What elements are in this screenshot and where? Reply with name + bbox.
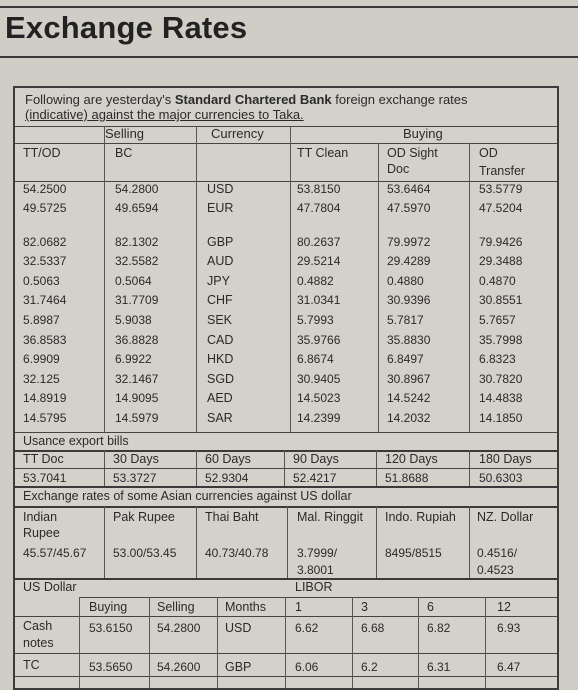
usd-buying: 53.5650 <box>89 660 133 674</box>
bank-name: Standard Chartered Bank <box>174 92 332 107</box>
top-rule <box>0 6 578 8</box>
asian-vsep <box>287 506 288 578</box>
vsep-2 <box>196 126 197 432</box>
asian-header: Thai Baht <box>205 510 259 524</box>
asian-value: 8495/8515 <box>385 546 442 560</box>
usance-value: 52.4217 <box>293 471 337 485</box>
rate-cell: 47.5204 <box>479 201 523 215</box>
rate-cell: 31.7709 <box>115 293 159 307</box>
rate-cell: 79.9972 <box>387 235 431 249</box>
intro-line2: against the major currencies to Taka. <box>87 107 304 122</box>
rate-cell: 32.125 <box>23 372 60 386</box>
rate-cell: 79.9426 <box>479 235 523 249</box>
rate-cell: CHF <box>207 293 233 307</box>
rate-cell: 14.2032 <box>387 411 431 425</box>
rate-cell: 0.4880 <box>387 274 424 288</box>
rate-cell: 14.8919 <box>23 391 67 405</box>
libor-header: 6 <box>427 600 434 614</box>
rate-cell: 36.8828 <box>115 333 159 347</box>
asian-header: NZ. Dollar <box>477 510 534 524</box>
libor-cell: USD <box>225 621 252 635</box>
libor-cell: 6.06 <box>295 660 319 674</box>
usance-header: 180 Days <box>479 452 532 466</box>
rate-cell: 6.9909 <box>23 352 60 366</box>
asian-label: Exchange rates of some Asian currencies against US dollar <box>23 489 352 503</box>
rate-cell: 82.0682 <box>23 235 67 249</box>
libor-header: 1 <box>295 600 302 614</box>
vsep-5 <box>469 143 470 432</box>
rate-cell: CAD <box>207 333 234 347</box>
usd-bottom-rule <box>15 676 557 677</box>
asian-vsep <box>376 506 377 578</box>
currency-label: Currency <box>211 126 264 141</box>
rate-cell: 0.5064 <box>115 274 152 288</box>
rate-cell: 6.9922 <box>115 352 152 366</box>
libor-cell: GBP <box>225 660 252 674</box>
asian-bottom-rule <box>15 578 557 580</box>
rate-cell: 14.5979 <box>115 411 159 425</box>
rate-cell: USD <box>207 182 234 196</box>
rate-cell: 35.8830 <box>387 333 431 347</box>
rate-cell: 29.5214 <box>297 254 341 268</box>
asian-vsep <box>196 506 197 578</box>
rate-cell: 0.4870 <box>479 274 516 288</box>
usd-buying: 53.6150 <box>89 621 133 635</box>
rate-cell: 5.7817 <box>387 313 424 327</box>
usd-vsep <box>418 597 419 688</box>
asian-header: Indo. Rupiah <box>385 510 456 524</box>
rate-cell: GBP <box>207 235 234 249</box>
asian-value: 45.57/45.67 <box>23 546 87 560</box>
col-header-od: OD <box>479 146 498 160</box>
usance-value: 53.3727 <box>113 471 157 485</box>
asian-value-2: 0.4523 <box>477 563 514 577</box>
rate-cell: 53.6464 <box>387 182 431 196</box>
usance-mid-rule <box>15 468 557 469</box>
asian-vsep <box>104 506 105 578</box>
usance-rule <box>15 450 557 452</box>
asian-header-2: Rupee <box>23 526 60 540</box>
rate-cell: 53.8150 <box>297 182 341 196</box>
rate-cell: 14.1850 <box>479 411 523 425</box>
rate-cell: 29.3488 <box>479 254 523 268</box>
usd-row-label: Cash <box>23 619 53 633</box>
usd-header-buying: Buying <box>89 600 128 614</box>
rate-cell: SEK <box>207 313 233 327</box>
vsep-1 <box>104 126 105 432</box>
usance-value: 50.6303 <box>479 471 523 485</box>
rate-cell: 6.8323 <box>479 352 516 366</box>
usance-header: 90 Days <box>293 452 339 466</box>
rate-cell: 32.1467 <box>115 372 159 386</box>
rate-cell: 6.8497 <box>387 352 424 366</box>
libor-cell: 6.2 <box>361 660 378 674</box>
col-header-bc: BC <box>115 146 133 160</box>
rate-cell: 14.2399 <box>297 411 341 425</box>
rate-cell: 32.5337 <box>23 254 67 268</box>
asian-value: 3.7999/ <box>297 546 338 560</box>
rate-cell: 5.9038 <box>115 313 152 327</box>
subheader-rule <box>15 143 557 144</box>
usd-row-rule-2 <box>15 653 557 654</box>
rate-cell: EUR <box>207 201 234 215</box>
asian-value: 53.00/53.45 <box>113 546 177 560</box>
usance-header: 60 Days <box>205 452 251 466</box>
buying-label: Buying <box>403 126 443 141</box>
rate-cell: 31.7464 <box>23 293 67 307</box>
rate-cell: 30.9405 <box>297 372 341 386</box>
asian-header: Mal. Ringgit <box>297 510 363 524</box>
usd-header-selling: Selling <box>157 600 195 614</box>
usd-row-label-2: notes <box>23 636 54 650</box>
rate-cell: 35.7998 <box>479 333 523 347</box>
rate-cell: 47.5970 <box>387 201 431 215</box>
asian-header: Pak Rupee <box>113 510 175 524</box>
asian-value-2: 3.8001 <box>297 563 334 577</box>
col-header-transfer: Transfer <box>479 164 526 178</box>
rate-cell: 31.0341 <box>297 293 341 307</box>
asian-value: 40.73/40.78 <box>205 546 269 560</box>
rate-cell: 0.4882 <box>297 274 334 288</box>
rate-cell: 49.5725 <box>23 201 67 215</box>
rate-cell: SAR <box>207 411 233 425</box>
rate-cell: 49.6594 <box>115 201 159 215</box>
vsep-4 <box>378 143 379 432</box>
col-header-ttod: TT/OD <box>23 146 61 160</box>
usd-vsep <box>217 597 218 688</box>
usd-selling: 54.2600 <box>157 660 201 674</box>
selling-label: Selling <box>105 126 145 141</box>
rate-cell: SGD <box>207 372 235 386</box>
rate-cell: 30.7820 <box>479 372 523 386</box>
usd-vsep <box>79 597 80 688</box>
rate-cell: 54.2800 <box>115 182 159 196</box>
usance-value: 51.8688 <box>385 471 429 485</box>
rate-cell: AED <box>207 391 233 405</box>
vsep-3 <box>290 126 291 432</box>
title-rule <box>0 56 578 58</box>
rate-cell: 5.7993 <box>297 313 334 327</box>
libor-label: LIBOR <box>295 580 333 594</box>
rate-cell: 54.2500 <box>23 182 67 196</box>
rate-cell: 30.9396 <box>387 293 431 307</box>
rate-cell: 36.8583 <box>23 333 67 347</box>
usance-label: Usance export bills <box>23 434 129 448</box>
rate-cell: JPY <box>207 274 230 288</box>
rate-cell: 29.4289 <box>387 254 431 268</box>
rate-cell: 14.4838 <box>479 391 523 405</box>
rate-cell: 5.8987 <box>23 313 60 327</box>
asian-value: 0.4516/ <box>477 546 518 560</box>
header-rule <box>15 126 557 127</box>
rate-cell: 14.5795 <box>23 411 67 425</box>
libor-header: 3 <box>361 600 368 614</box>
usance-value: 52.9304 <box>205 471 249 485</box>
usd-row-rule <box>15 616 557 617</box>
usance-bottom-rule <box>15 486 557 488</box>
rate-cell: AUD <box>207 254 234 268</box>
usd-vsep <box>352 597 353 688</box>
intro-after: foreign exchange rates <box>331 92 468 107</box>
rate-cell: 32.5582 <box>115 254 159 268</box>
rate-cell: 47.7804 <box>297 201 341 215</box>
rate-cell: 14.5023 <box>297 391 341 405</box>
usd-vsep <box>149 597 150 688</box>
rates-table-box <box>13 86 559 690</box>
rate-cell: 30.8967 <box>387 372 431 386</box>
usance-header: 30 Days <box>113 452 159 466</box>
usd-selling: 54.2800 <box>157 621 201 635</box>
usd-label: US Dollar <box>23 580 77 594</box>
main-bottom-rule <box>15 432 557 433</box>
usance-value: 53.7041 <box>23 471 67 485</box>
intro-text <box>25 92 545 122</box>
rate-cell: 53.5779 <box>479 182 523 196</box>
usd-vsep <box>485 597 486 688</box>
rate-cell: 14.9095 <box>115 391 159 405</box>
usd-vsep <box>285 597 286 688</box>
libor-cell: 6.82 <box>427 621 451 635</box>
usd-row-label: TC <box>23 658 40 672</box>
col-header-odsight-2: Doc <box>387 162 410 176</box>
rate-cell: 5.7657 <box>479 313 516 327</box>
libor-header: 12 <box>497 600 511 614</box>
rate-cell: 14.5242 <box>387 391 431 405</box>
rows-top-rule <box>15 181 557 182</box>
rate-cell: 30.8551 <box>479 293 523 307</box>
rate-cell: 6.8674 <box>297 352 334 366</box>
rate-cell: HKD <box>207 352 234 366</box>
rate-cell: 82.1302 <box>115 235 159 249</box>
col-header-odsight: OD Sight <box>387 146 438 160</box>
libor-cell: 6.62 <box>295 621 319 635</box>
intro-indicative: (indicative) <box>25 107 88 122</box>
libor-cell: 6.47 <box>497 660 521 674</box>
libor-cell: 6.31 <box>427 660 451 674</box>
usance-header: 120 Days <box>385 452 438 466</box>
libor-cell: 6.93 <box>497 621 521 635</box>
page-title: Exchange Rates <box>5 10 248 45</box>
rate-cell: 0.5063 <box>23 274 60 288</box>
asian-header: Indian <box>23 510 58 524</box>
libor-header: Months <box>225 600 266 614</box>
rate-cell: 35.9766 <box>297 333 341 347</box>
asian-rule <box>15 506 557 508</box>
libor-cell: 6.68 <box>361 621 385 635</box>
rate-cell: 80.2637 <box>297 235 341 249</box>
usance-header: TT Doc <box>23 452 64 466</box>
col-header-ttclean: TT Clean <box>297 146 349 160</box>
intro-before: Following are yesterday's <box>25 92 175 107</box>
asian-vsep <box>469 506 470 578</box>
